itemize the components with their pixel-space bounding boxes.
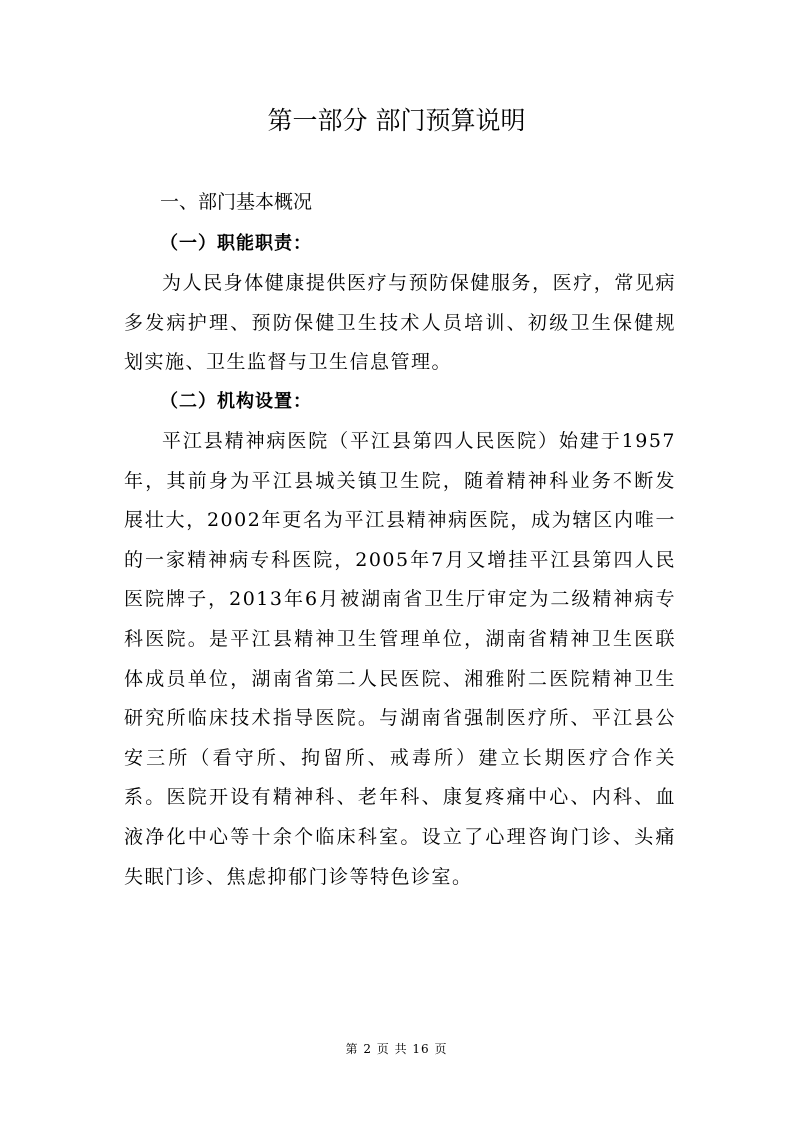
page-title: 第一部分 部门预算说明 [267, 106, 526, 135]
paragraph-organization: 平江县精神病医院（平江县第四人民医院）始建于1957年，其前身为平江县城关镇卫生院，随着精神科业务不断发展壮大，2002年更名为平江县精神病医院，成为辖区内唯一的一家精神病专科医院，2005年7月又增挂平江县第四人民医院牌子，2013年6月被湖南省卫生厅审定为二级精神病专科医院。是平江县精神卫生管理单位，湖南省精神卫生医联体成员单位，湖南省第二人民医院、湘雅附二医院精神卫生研究所临床技术指导医院。与湖南省强制医疗所、平江县公安三所（看守所、拘留所、戒毒所）建立长期医疗合作关系。医院开设有精神科、老年科、康复疼痛中心、内科、血液净化中心等十余个临床科室。设立了心理咨询门诊、头痛失眠门诊、焦虑抑郁门诊等特色诊室。 [124, 430, 676, 888]
page-number-footer: 第 2 页 共 16 页 [345, 1042, 448, 1056]
subheading-organization: （二）机构设置： [160, 391, 312, 412]
paragraph-functions: 为人民身体健康提供医疗与预防保健服务，医疗，常见病多发病护理、预防保健卫生技术人员培训、初级卫生保健规划实施、卫生监督与卫生信息管理。 [124, 272, 676, 374]
section-heading-overview: 一、部门基本概况 [160, 191, 313, 213]
subheading-functions: （一）职能职责： [160, 233, 312, 254]
